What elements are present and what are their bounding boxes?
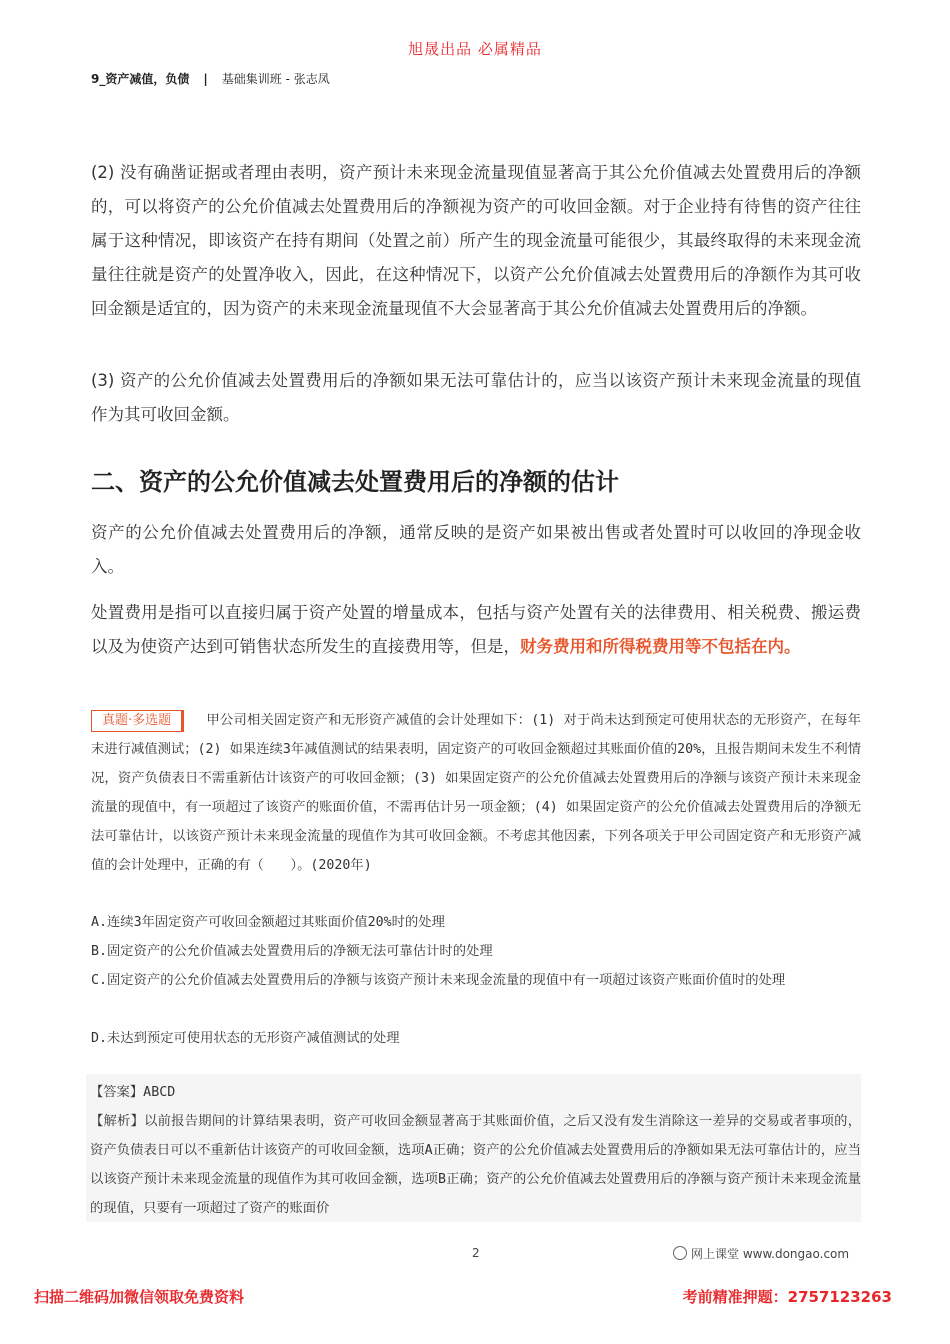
top-banner: 旭晟出品 必属精品: [408, 40, 542, 58]
promo-left: 扫描二维码加微信领取免费资料: [34, 1288, 245, 1306]
option-b: B.固定资产的公允价值减去处置费用后的净额无法可靠估计时的处理: [91, 944, 493, 959]
answer-box: [86, 1074, 861, 1222]
footer-logo: [673, 1245, 849, 1262]
section-heading: 二、资产的公允价值减去处置费用后的净额的估计: [91, 468, 619, 496]
option-d: D.未达到预定可使用状态的无形资产减值测试的处理: [91, 1031, 400, 1046]
footer-logo-text: 网上课堂 www.dongao.com: [691, 1247, 850, 1261]
dongao-logo-icon: [673, 1246, 687, 1260]
analysis-text: 【解析】以前报告期间的计算结果表明，资产可收回金额显著高于其账面价值，之后又没有发生消除这一差异的交易或者事项的，资产负债表日可以不重新估计该资产的可收回金额，选项A正确；资产的公允价值减去处置费用后的净额如果无法可靠估计的，应当以该资产预计未来现金流量的现值作为其可收回金额，选项B正确；资产的公允价值减去处置费用后的净额与资产预计未来现金流量的现值，只要有一项超过了资产的账面价: [90, 1114, 861, 1216]
disposal-cost-paragraph: [91, 596, 861, 664]
question-stem-text: 甲公司相关固定资产和无形资产减值的会计处理如下：(1) 对于尚未达到预定可使用状态的无形资产，在每年末进行减值测试；(2) 如果连续3年减值测试的结果表明，固定资产的可收回金额超过其账面价值的20%，且报告期间未发生不利情况，资产负债表日不需重新估计该资产的可收回金额；(3) 如果固定资产的公允价值减去处置费用后的净额与该资产预计未来现金流量的现值中，有一项超过了该资产的账面价值，不需再估计另一项金额；(4) 如果固定资产的公允价值减去处置费用后的净额无法可靠估计，以该资产预计未来现金流量的现值作为其可收回金额。不考虑其他因素，下列各项关于甲公司固定资产和无形资产减值的会计处理中，正确的有（ ）。(2020年): [91, 713, 861, 873]
disposal-cost-text: 处置费用是指可以直接归属于资产处置的增量成本，包括与资产处置有关的法律费用、相关税费、搬运费以及为使资产达到可销售状态所发生的直接费用等，但是，: [91, 603, 861, 656]
chapter-title: 9_资产减值，负债: [91, 72, 190, 86]
question-tag: 真题·多选题: [91, 710, 184, 732]
option-c: C.固定资产的公允价值减去处置费用后的净额与该资产预计未来现金流量的现值中有一项超过该资产账面价值时的处理: [91, 973, 786, 988]
promo-right: 考前精准押题：2757123263: [682, 1288, 892, 1306]
course-header: [91, 70, 330, 87]
disposal-cost-highlight: 财务费用和所得税费用等不包括在内。: [520, 637, 801, 656]
header-separator: |: [203, 72, 208, 86]
course-name: 基础集训班 - 张志凤: [221, 72, 330, 86]
paragraph-2: (2) 没有确凿证据或者理由表明，资产预计未来现金流量现值显著高于其公允价值减去处置费用后的净额的，可以将资产的公允价值减去处置费用后的净额视为资产的可收回金额。对于企业持有待售的资产往往属于这种情况，即该资产在持有期间（处置之前）所产生的现金流量可能很少，其最终取得的未来现金流量往往就是资产的处置净收入，因此，在这种情况下，以资产公允价值减去处置费用后的净额作为其可收回金额是适宜的，因为资产的未来现金流量现值不大会显著高于其公允价值减去处置费用后的净额。: [91, 163, 861, 318]
paragraph-3: (3) 资产的公允价值减去处置费用后的净额如果无法可靠估计的，应当以该资产预计未来现金流量的现值作为其可收回金额。: [91, 371, 861, 424]
option-a: A.连续3年固定资产可收回金额超过其账面价值20%时的处理: [91, 915, 445, 930]
section-intro-paragraph: 资产的公允价值减去处置费用后的净额，通常反映的是资产如果被出售或者处置时可以收回的净现金收入。: [91, 523, 861, 576]
answer-line: 【答案】ABCD: [90, 1085, 176, 1100]
page-number: 2: [472, 1246, 480, 1260]
question-stem: [91, 706, 861, 880]
